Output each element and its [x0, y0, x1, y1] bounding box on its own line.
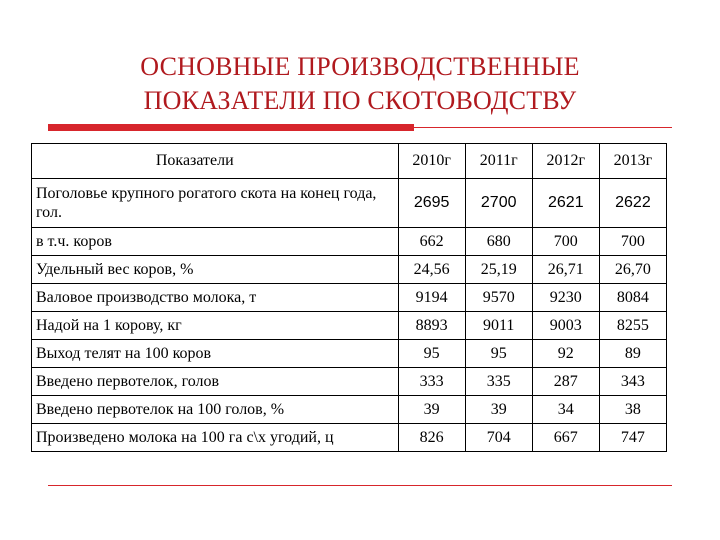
- row-label: Введено первотелок на 100 голов, %: [32, 396, 399, 424]
- row-label: Надой на 1 корову, кг: [32, 312, 399, 340]
- table-row: [32, 284, 667, 312]
- row-label: Валовое производство молока, т: [32, 284, 399, 312]
- table-row: [32, 256, 667, 284]
- cell-value: 8893: [398, 312, 465, 340]
- cell-value: 662: [398, 228, 465, 256]
- indicators-table: [31, 143, 667, 452]
- cell-value: 8084: [599, 284, 666, 312]
- cell-value: 26,70: [599, 256, 666, 284]
- table-row: [32, 368, 667, 396]
- row-label: Произведено молока на 100 га с\х угодий, ц: [32, 424, 399, 452]
- cell-value: 25,19: [465, 256, 532, 284]
- cell-value: 34: [532, 396, 599, 424]
- table-row: [32, 396, 667, 424]
- cell-value: 9230: [532, 284, 599, 312]
- cell-value: 26,71: [532, 256, 599, 284]
- column-header-2012: 2012г: [532, 144, 599, 179]
- cell-value: 287: [532, 368, 599, 396]
- indicators-table-wrapper: [31, 143, 667, 452]
- row-label: в т.ч. коров: [32, 228, 399, 256]
- row-label: Удельный вес коров, %: [32, 256, 399, 284]
- row-label: Введено первотелок, голов: [32, 368, 399, 396]
- cell-value: 38: [599, 396, 666, 424]
- title-divider-thick: [48, 124, 414, 131]
- bottom-divider: [48, 485, 672, 486]
- cell-value: 24,56: [398, 256, 465, 284]
- table-row: [32, 228, 667, 256]
- cell-value: 9003: [532, 312, 599, 340]
- cell-value: 747: [599, 424, 666, 452]
- cell-value: 9194: [398, 284, 465, 312]
- cell-value: 343: [599, 368, 666, 396]
- title-line-1: ОСНОВНЫЕ ПРОИЗВОДСТВЕННЫЕ: [140, 52, 580, 81]
- cell-value: 92: [532, 340, 599, 368]
- cell-value: 2622: [599, 179, 666, 228]
- title-line-2: ПОКАЗАТЕЛИ ПО СКОТОВОДСТВУ: [143, 86, 577, 115]
- table-row: [32, 424, 667, 452]
- row-label: Поголовье крупного рогатого скота на конец года, гол.: [32, 179, 399, 228]
- table-row: [32, 312, 667, 340]
- cell-value: 700: [599, 228, 666, 256]
- cell-value: 95: [465, 340, 532, 368]
- cell-value: 39: [398, 396, 465, 424]
- cell-value: 2695: [398, 179, 465, 228]
- table-row: [32, 340, 667, 368]
- row-label: Выход телят на 100 коров: [32, 340, 399, 368]
- cell-value: 2700: [465, 179, 532, 228]
- cell-value: 826: [398, 424, 465, 452]
- table-row: [32, 179, 667, 228]
- cell-value: 700: [532, 228, 599, 256]
- cell-value: 333: [398, 368, 465, 396]
- cell-value: 89: [599, 340, 666, 368]
- cell-value: 9570: [465, 284, 532, 312]
- column-header-indicators: Показатели: [32, 144, 399, 179]
- cell-value: 680: [465, 228, 532, 256]
- cell-value: 8255: [599, 312, 666, 340]
- cell-value: 9011: [465, 312, 532, 340]
- cell-value: 667: [532, 424, 599, 452]
- column-header-2011: 2011г: [465, 144, 532, 179]
- column-header-2010: 2010г: [398, 144, 465, 179]
- slide-title: [0, 50, 720, 118]
- cell-value: 2621: [532, 179, 599, 228]
- column-header-2013: 2013г: [599, 144, 666, 179]
- cell-value: 39: [465, 396, 532, 424]
- cell-value: 704: [465, 424, 532, 452]
- table-header-row: [32, 144, 667, 179]
- cell-value: 95: [398, 340, 465, 368]
- cell-value: 335: [465, 368, 532, 396]
